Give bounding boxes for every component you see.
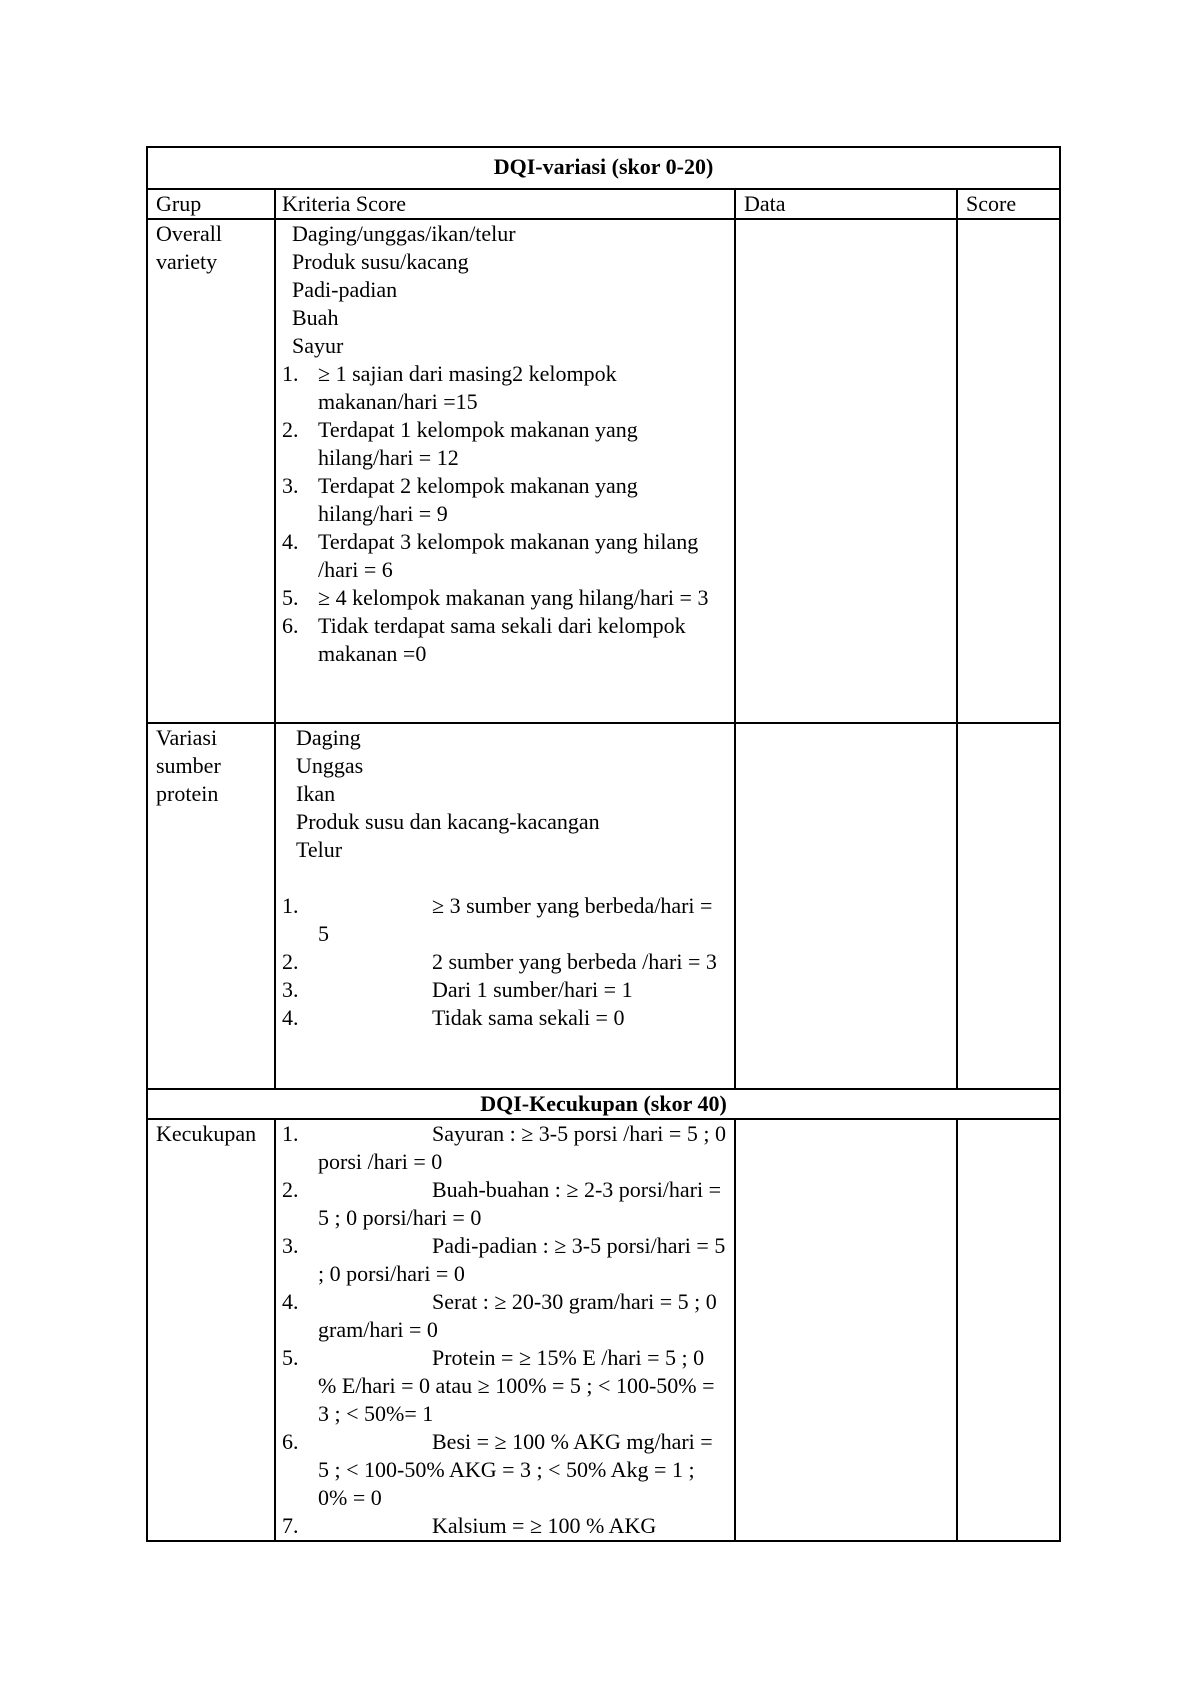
item-number: 2. — [282, 417, 299, 442]
item-number: 1. — [282, 893, 299, 918]
list-item — [282, 1004, 726, 1032]
item-text: ≥ 3 sumber yang berbeda/hari = 5 — [318, 893, 713, 946]
row-adequacy — [147, 1119, 1060, 1541]
group-label: Overall variety — [156, 221, 222, 274]
item-text: Besi = ≥ 100 % AKG mg/hari = 5 ; < 100-50% AKG = 3 ; < 50% Akg = 1 ; 0% = 0 — [318, 1429, 713, 1510]
item-number: 6. — [282, 1429, 299, 1454]
data-cell — [735, 723, 957, 1089]
item-number: 6. — [282, 613, 299, 638]
item-number: 3. — [282, 977, 299, 1002]
item-number: 1. — [282, 361, 299, 386]
item-text: Tidak sama sekali = 0 — [432, 1005, 625, 1030]
item-text: Terdapat 3 kelompok makanan yang hilang /hari = 6 — [318, 529, 699, 582]
group-cell — [147, 219, 275, 723]
list-item — [282, 892, 726, 948]
item-text: Protein = ≥ 15% E /hari = 5 ; 0 % E/hari = 0 atau ≥ 100% = 5 ; < 100-50% = 3 ; < 50%= 1 — [318, 1345, 715, 1426]
group-label: Kecukupan — [156, 1121, 257, 1146]
item-number: 4. — [282, 1289, 299, 1314]
item-text: Buah-buahan : ≥ 2-3 porsi/hari = 5 ; 0 porsi/hari = 0 — [318, 1177, 722, 1230]
list-item — [282, 1344, 726, 1428]
header-criteria: Kriteria Score — [275, 189, 735, 219]
item-text: Sayuran : ≥ 3-5 porsi /hari = 5 ; 0 porsi /hari = 0 — [318, 1121, 726, 1174]
item-number: 3. — [282, 473, 299, 498]
food-group-list — [282, 220, 726, 360]
food-group: Produk susu/kacang — [292, 249, 469, 274]
protein-source: Unggas — [296, 753, 364, 778]
row-overall-variety — [147, 219, 1060, 723]
data-cell — [735, 1119, 957, 1541]
section2-title-row — [147, 1089, 1060, 1119]
item-number: 5. — [282, 1345, 299, 1370]
header-score: Score — [957, 189, 1060, 219]
item-text: Padi-padian : ≥ 3-5 porsi/hari = 5 ; 0 porsi/hari = 0 — [318, 1233, 726, 1286]
list-item — [282, 1120, 726, 1176]
section1-title-row — [147, 147, 1060, 189]
list-item — [282, 472, 726, 528]
score-criteria-list — [282, 360, 726, 668]
food-group: Buah — [292, 305, 339, 330]
list-item — [282, 948, 726, 976]
group-cell — [147, 1119, 275, 1541]
item-text: Terdapat 1 kelompok makanan yang hilang/hari = 12 — [318, 417, 638, 470]
item-text: 2 sumber yang berbeda /hari = 3 — [432, 949, 717, 974]
item-text: Tidak terdapat sama sekali dari kelompok makanan =0 — [318, 613, 686, 666]
data-cell — [735, 219, 957, 723]
item-number: 7. — [282, 1513, 299, 1538]
item-number: 2. — [282, 1177, 299, 1202]
criteria-cell — [275, 1119, 735, 1541]
list-item — [282, 1232, 726, 1288]
header-row — [147, 189, 1060, 219]
list-item — [282, 1428, 726, 1512]
dqi-table — [146, 146, 1061, 1542]
score-cell — [957, 723, 1060, 1089]
item-text: ≥ 4 kelompok makanan yang hilang/hari = 3 — [318, 585, 709, 610]
criteria-cell — [275, 219, 735, 723]
item-number: 1. — [282, 1121, 299, 1146]
header-data: Data — [735, 189, 957, 219]
score-cell — [957, 1119, 1060, 1541]
score-criteria-list — [282, 892, 726, 1032]
criteria-cell — [275, 723, 735, 1089]
item-text: Serat : ≥ 20-30 gram/hari = 5 ; 0 gram/hari = 0 — [318, 1289, 717, 1342]
protein-source: Daging — [296, 725, 361, 750]
list-item — [282, 976, 726, 1004]
row-protein-variety — [147, 723, 1060, 1089]
protein-source: Produk susu dan kacang-kacangan — [296, 809, 600, 834]
list-item — [282, 1512, 726, 1540]
item-text: ≥ 1 sajian dari masing2 kelompok makanan/hari =15 — [318, 361, 617, 414]
food-group: Daging/unggas/ikan/telur — [292, 221, 516, 246]
score-cell — [957, 219, 1060, 723]
list-item — [282, 528, 726, 584]
list-item — [282, 1288, 726, 1344]
list-item — [282, 584, 726, 612]
protein-source: Ikan — [296, 781, 336, 806]
item-number: 3. — [282, 1233, 299, 1258]
food-group: Padi-padian — [292, 277, 398, 302]
list-item — [282, 416, 726, 472]
item-number: 4. — [282, 529, 299, 554]
group-cell — [147, 723, 275, 1089]
group-label: Variasi sumber protein — [156, 725, 221, 806]
list-item — [282, 1176, 726, 1232]
section1-title: DQI-variasi (skor 0-20) — [147, 147, 1060, 189]
item-number: 5. — [282, 585, 299, 610]
score-criteria-list — [282, 1120, 726, 1540]
food-group: Sayur — [292, 333, 344, 358]
item-number: 2. — [282, 949, 299, 974]
list-item — [282, 360, 726, 416]
header-group: Grup — [147, 189, 275, 219]
item-text: Dari 1 sumber/hari = 1 — [432, 977, 633, 1002]
section2-title: DQI-Kecukupan (skor 40) — [147, 1089, 1060, 1119]
protein-source-list — [282, 724, 726, 864]
item-text: Kalsium = ≥ 100 % AKG — [432, 1513, 657, 1538]
list-item — [282, 612, 726, 668]
item-text: Terdapat 2 kelompok makanan yang hilang/hari = 9 — [318, 473, 638, 526]
protein-source: Telur — [296, 837, 343, 862]
item-number: 4. — [282, 1005, 299, 1030]
